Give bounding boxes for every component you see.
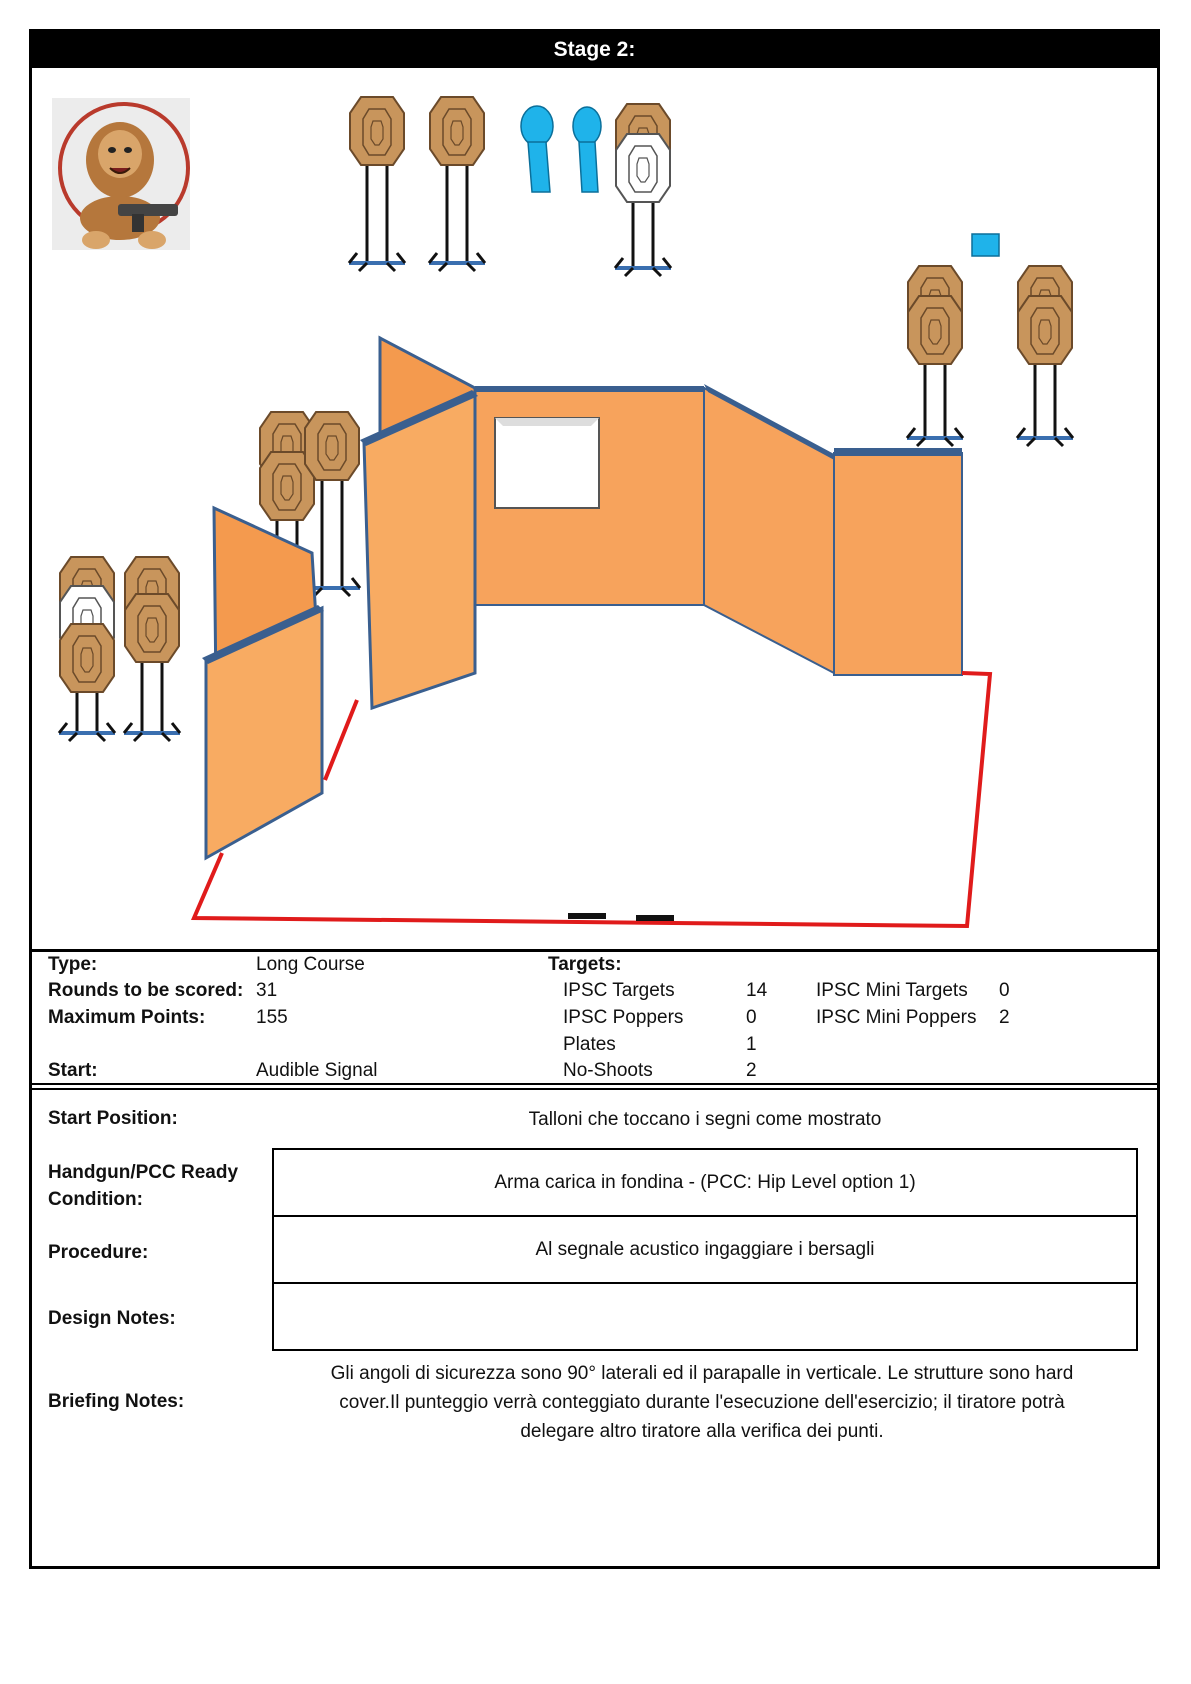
mini-targets-name: IPSC Mini Targets <box>816 980 968 1001</box>
design-notes-box <box>272 1282 1138 1351</box>
target-ipsc-name: IPSC Targets <box>563 980 675 1001</box>
target-poppers-count: 0 <box>746 1007 757 1028</box>
mini-popper-2 <box>573 107 601 192</box>
briefing-notes-text <box>262 1359 1142 1446</box>
start-mark-right <box>636 915 674 921</box>
mini-poppers-name: IPSC Mini Poppers <box>816 1007 977 1028</box>
plate-target <box>972 234 999 256</box>
ready-condition-value: Arma carica in fondina - (PCC: Hip Level option 1) <box>494 1171 916 1193</box>
target-poppers-name: IPSC Poppers <box>563 1007 684 1028</box>
stage-diagram <box>32 68 1157 1028</box>
procedure-value: Al segnale acustico ingaggiare i bersagli <box>535 1238 875 1260</box>
wall-center-window <box>475 386 704 605</box>
briefing-notes-label: Briefing Notes: <box>48 1391 185 1412</box>
far-left-target-2 <box>124 557 180 741</box>
mini-popper-1 <box>521 106 553 192</box>
type-label: Type: <box>48 954 98 975</box>
top-target-1 <box>349 97 405 271</box>
ready-condition-box <box>272 1148 1138 1217</box>
target-noshoots-name: No-Shoots <box>563 1060 653 1081</box>
wall-right-angled <box>704 384 838 673</box>
top-target-2 <box>429 97 485 271</box>
stage-sheet <box>29 29 1160 1569</box>
wall-left-mid <box>360 390 478 708</box>
far-left-target-noshoot <box>59 557 115 741</box>
ready-label-line1: Handgun/PCC Ready <box>48 1162 239 1183</box>
mini-poppers-count: 2 <box>999 1007 1010 1028</box>
target-plates-name: Plates <box>563 1034 616 1055</box>
top-target-noshoot <box>615 104 671 276</box>
procedure-label: Procedure: <box>48 1242 149 1263</box>
divider-info-1 <box>32 1083 1157 1085</box>
mini-targets-count: 0 <box>999 980 1010 1001</box>
design-notes-label: Design Notes: <box>48 1308 176 1329</box>
rounds-label: Rounds to be scored: <box>48 980 244 1001</box>
right-target-1 <box>907 266 963 446</box>
divider-info-2 <box>32 1088 1157 1090</box>
stage-title: Stage 2: <box>32 32 1157 68</box>
briefing-line-2: cover.Il punteggio verrà conteggiato durante l'esecuzione dell'esercizio; il tiratore potrà <box>339 1392 1065 1413</box>
type-value: Long Course <box>256 954 365 975</box>
lion-with-pistol-logo <box>52 98 190 250</box>
start-position-value: Talloni che toccano i segni come mostrato <box>528 1109 882 1130</box>
right-target-2 <box>1017 266 1073 446</box>
rounds-value: 31 <box>256 980 278 1001</box>
start-position-label: Start Position: <box>48 1108 178 1129</box>
wall-right-front <box>834 448 962 675</box>
briefing-line-3: delegare altro tiratore alla verifica dei punti. <box>520 1421 884 1442</box>
max-points-label: Maximum Points: <box>48 1007 206 1028</box>
targets-label: Targets: <box>548 954 622 975</box>
target-noshoots-count: 2 <box>746 1060 757 1081</box>
divider-diagram <box>32 949 1157 952</box>
start-mark-left <box>568 913 606 919</box>
max-points-value: 155 <box>256 1007 288 1028</box>
procedure-box <box>272 1215 1138 1284</box>
target-ipsc-count: 14 <box>746 980 768 1001</box>
briefing-line-1: Gli angoli di sicurezza sono 90° laterali ed il parapalle in verticale. Le strutture sono hard <box>330 1363 1074 1384</box>
target-plates-count: 1 <box>746 1034 757 1055</box>
start-label: Start: <box>48 1060 98 1081</box>
ready-label-line2: Condition: <box>48 1189 143 1210</box>
start-value: Audible Signal <box>256 1060 378 1081</box>
